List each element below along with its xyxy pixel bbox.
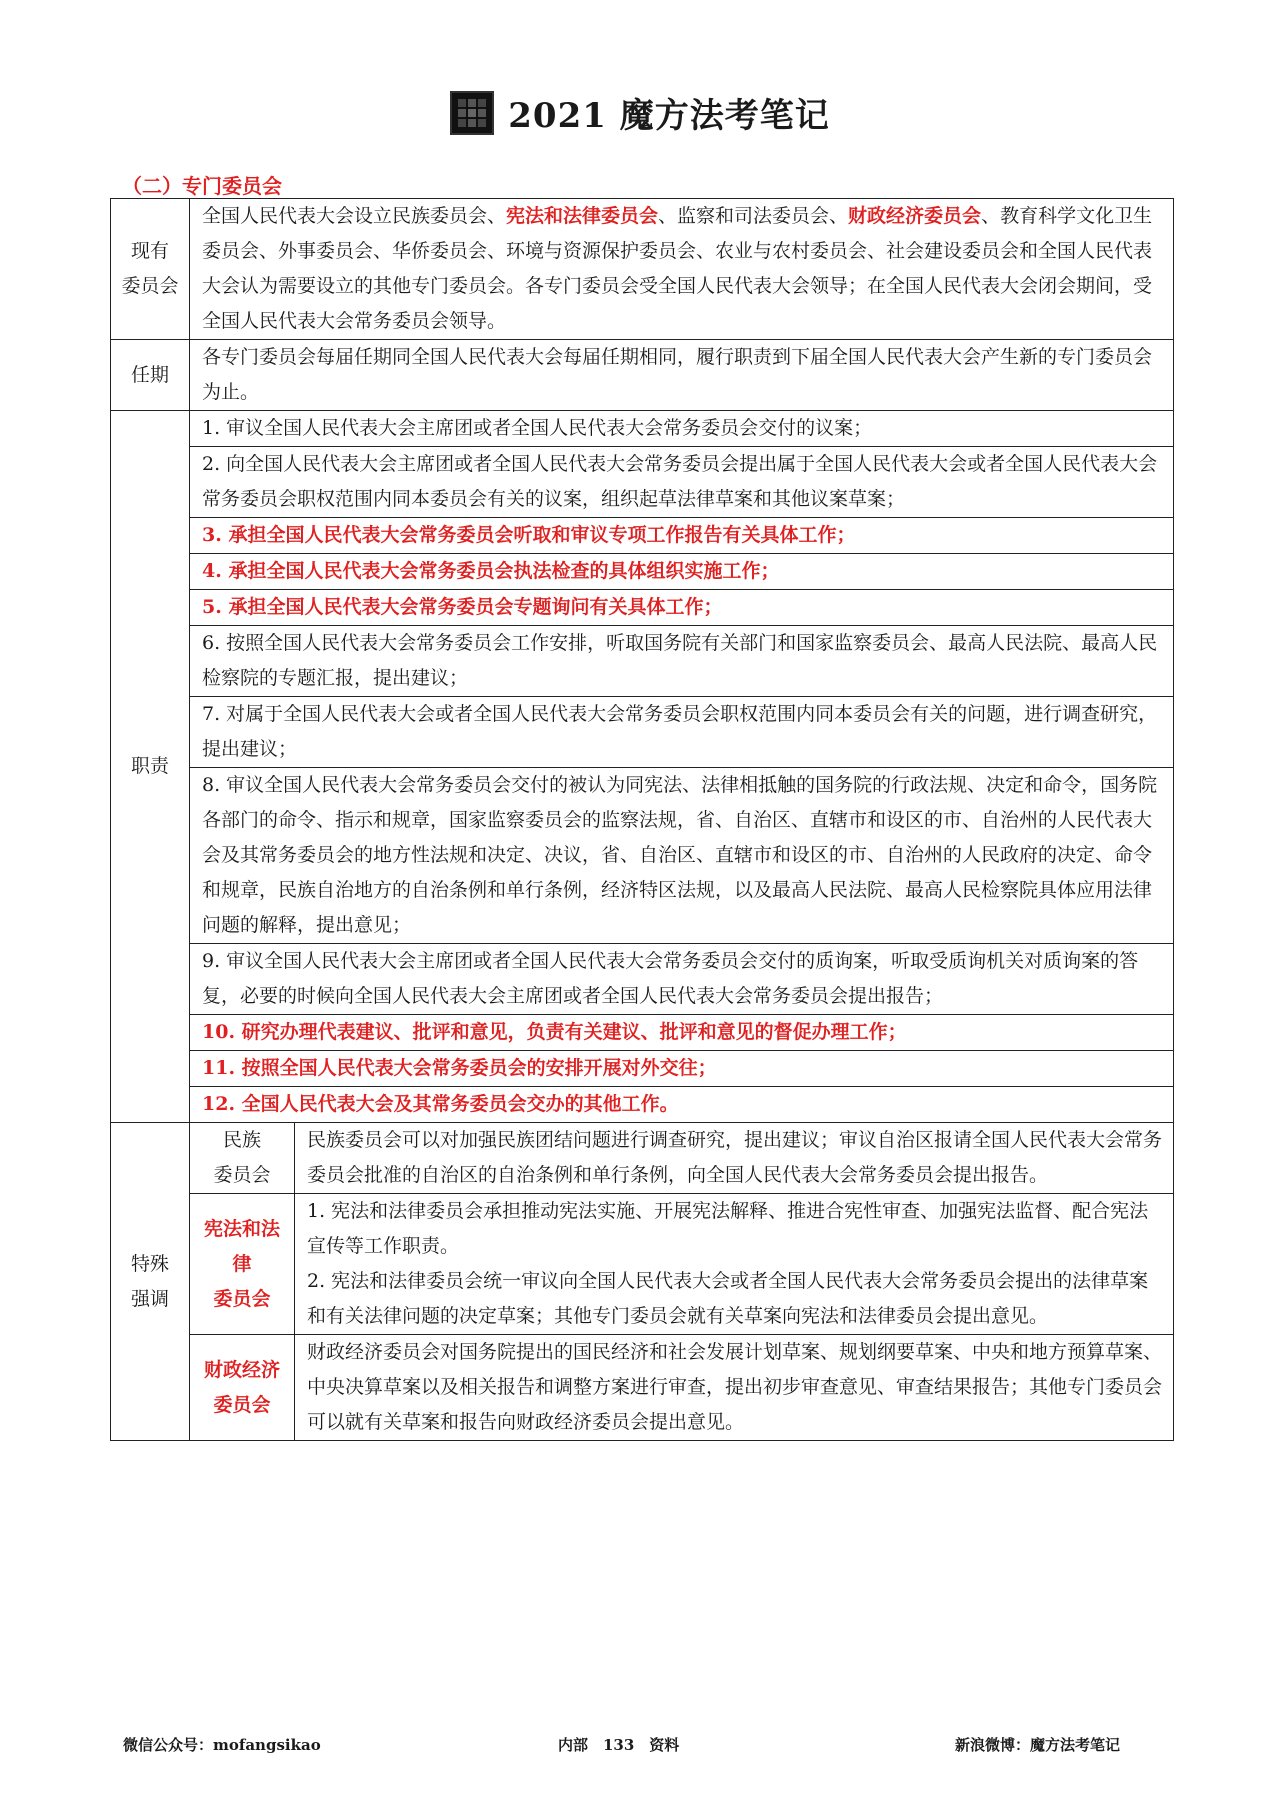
label-duties: 职责 (111, 411, 190, 1123)
row-term (111, 340, 1174, 411)
row-duty (111, 411, 1174, 447)
section-title: （二）专门委员会 (122, 174, 282, 198)
row-duty (111, 697, 1174, 768)
rubiks-cube-logo (450, 91, 494, 135)
row-special (111, 1335, 1174, 1441)
row-duty (111, 626, 1174, 697)
duty-item: 12. 全国人民代表大会及其常务委员会交办的其他工作。 (190, 1087, 1174, 1123)
duty-item: 5. 承担全国人民代表大会常务委员会专题询问有关具体工作； (190, 590, 1174, 626)
text-segment: 、监察和司法委员会、 (658, 205, 849, 227)
label-line: 委员会 (121, 275, 179, 297)
row-duty (111, 1015, 1174, 1051)
duty-item: 9. 审议全国人民代表大会主席团或者全国人民代表大会常务委员会交付的质询案，听取受质询机关对质询案的答复，必要的时候向全国人民代表大会主席团或者全国人民代表大会常务委员会提出报告； (190, 944, 1174, 1015)
highlighted-committee: 财政经济委员会 (848, 205, 982, 227)
duty-item: 10. 研究办理代表建议、批评和意见，负责有关建议、批评和意见的督促办理工作； (190, 1015, 1174, 1051)
special-committee-text (295, 1194, 1174, 1335)
page-title: 2021 魔方法考笔记 (508, 96, 830, 136)
duty-item: 1. 审议全国人民代表大会主席团或者全国人民代表大会常务委员会交付的议案； (190, 411, 1174, 447)
duty-item: 3. 承担全国人民代表大会常务委员会听取和审议专项工作报告有关具体工作； (190, 518, 1174, 554)
label-line: 财政经济 (203, 1358, 280, 1381)
existing-committees-text (190, 199, 1174, 340)
row-duty (111, 1087, 1174, 1123)
special-paragraph: 财政经济委员会对国务院提出的国民经济和社会发展计划草案、规划纲要草案、中央和地方预算草案、中央决算草案以及相关报告和调整方案进行审查，提出初步审查意见、审查结果报告；其他专门委员会可以就有关草案和报告向财政经济委员会提出意见。 (307, 1341, 1163, 1433)
duty-item: 4. 承担全国人民代表大会常务委员会执法检查的具体组织实施工作； (190, 554, 1174, 590)
special-committee-text (295, 1123, 1174, 1194)
term-text: 各专门委员会每届任期同全国人民代表大会每届任期相同，履行职责到下届全国人民代表大会产生新的专门委员会为止。 (190, 340, 1174, 411)
row-duty (111, 768, 1174, 944)
row-duty (111, 1051, 1174, 1087)
duty-item: 11. 按照全国人民代表大会常务委员会的安排开展对外交往； (190, 1051, 1174, 1087)
label-line: 律 (232, 1252, 252, 1275)
special-committee-label (190, 1194, 295, 1335)
row-duty (111, 447, 1174, 518)
row-existing-committees (111, 199, 1174, 340)
special-committee-label (190, 1335, 295, 1441)
footer-page-number: 内部 133 资料 (558, 1736, 680, 1754)
text-segment: 、教育科学文化卫生委员会、外事委员会、华侨委员会、环境与资源保护委员会、农业与农村委员会、社会建设委员会和全国人民代表大会认为需要设立的其他专门委员会。各专门委员会受全国人民代表大会领导；在全国人民代表大会闭会期间，受全国人民代表大会常务委员会领导。 (202, 205, 1153, 332)
highlighted-committee: 宪法和法律委员会 (506, 205, 659, 227)
label-existing-committees (111, 199, 190, 340)
footer-wechat: 微信公众号：mofangsikao (123, 1736, 321, 1754)
duty-item: 6. 按照全国人民代表大会常务委员会工作安排，听取国务院有关部门和国家监察委员会、最高人民法院、最高人民检察院的专题汇报，提出建议； (190, 626, 1174, 697)
label-line: 委员会 (213, 1164, 271, 1186)
special-paragraph: 民族委员会可以对加强民族团结问题进行调查研究，提出建议；审议自治区报请全国人民代表大会常务委员会批准的自治区的自治条例和单行条例，向全国人民代表大会常务委员会提出报告。 (307, 1129, 1163, 1186)
row-duty (111, 518, 1174, 554)
special-committee-label (190, 1123, 295, 1194)
row-special (111, 1123, 1174, 1194)
page-header (0, 88, 1280, 139)
row-duty (111, 944, 1174, 1015)
label-line: 委员会 (213, 1287, 271, 1310)
label-line: 民族 (222, 1129, 261, 1151)
label-line: 现有 (130, 240, 169, 262)
text-segment: 全国人民代表大会设立民族委员会、 (202, 205, 507, 227)
row-duty (111, 590, 1174, 626)
special-paragraph: 1. 宪法和法律委员会承担推动宪法实施、开展宪法解释、推进合宪性审查、加强宪法监督、配合宪法宣传等工作职责。 (307, 1200, 1149, 1257)
label-line: 委员会 (213, 1393, 271, 1416)
committee-table (110, 198, 1174, 1441)
duty-item: 8. 审议全国人民代表大会常务委员会交付的被认为同宪法、法律相抵触的国务院的行政法规、决定和命令，国务院各部门的命令、指示和规章，国家监察委员会的监察法规，省、自治区、直辖市和设区的市、自治州的人民代表大会及其常务委员会的地方性法规和决定、决议，省、自治区、直辖市和设区的市、自治州的人民政府的决定、命令和规章，民族自治地方的自治条例和单行条例，经济特区法规，以及最高人民法院、最高人民检察院具体应用法律问题的解释，提出意见； (190, 768, 1174, 944)
footer-weibo: 新浪微博：魔方法考笔记 (955, 1736, 1121, 1754)
label-line: 特殊 (130, 1252, 169, 1275)
label-term: 任期 (111, 340, 190, 411)
special-paragraph: 2. 宪法和法律委员会统一审议向全国人民代表大会或者全国人民代表大会常务委员会提出的法律草案和有关法律问题的决定草案；其他专门委员会就有关草案向宪法和法律委员会提出意见。 (307, 1270, 1149, 1327)
duty-item: 2. 向全国人民代表大会主席团或者全国人民代表大会常务委员会提出属于全国人民代表大会或者全国人民代表大会常务委员会职权范围内同本委员会有关的议案，组织起草法律草案和其他议案草案； (190, 447, 1174, 518)
row-special (111, 1194, 1174, 1335)
duty-item: 7. 对属于全国人民代表大会或者全国人民代表大会常务委员会职权范围内同本委员会有关的问题，进行调查研究，提出建议； (190, 697, 1174, 768)
special-committee-text (295, 1335, 1174, 1441)
row-duty (111, 554, 1174, 590)
label-line: 宪法和法 (203, 1217, 280, 1240)
label-line: 强调 (130, 1287, 169, 1310)
label-special-emphasis (111, 1123, 190, 1441)
